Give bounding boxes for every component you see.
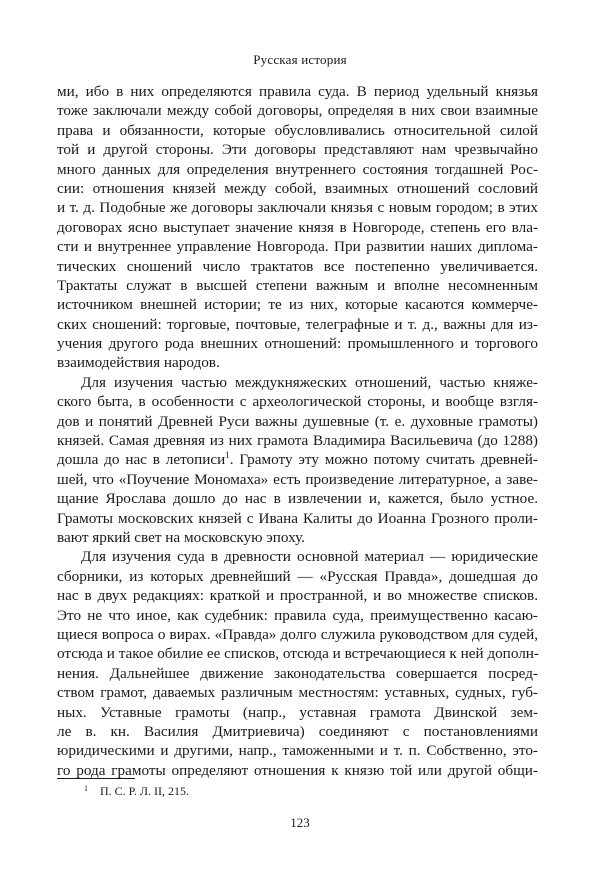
- text-line: учения другого рода внешних отношений: промышленного и торгового: [57, 335, 538, 353]
- text-line: щание Ярослава дошло до нас в извлечении и, кажется, было устное.: [57, 490, 538, 508]
- text-line: Трактаты служат в высшей степени важным и вполне несомненным: [57, 276, 538, 294]
- text-line: ных. Уставные грамоты (напр., уставная грамота Двинской зем-: [57, 703, 538, 721]
- text-line: юридическими и другими, напр., таможенными и т. п. Собственно, это-: [57, 742, 538, 760]
- text-line: той и другой стороны. Эти договоры представляют нам чрезвычайно: [57, 141, 538, 159]
- footnote-text: П. С. Р. Л. II, 215.: [100, 784, 189, 798]
- text-line: договорах ясно выступает значение князя в Новгороде, степень его вла-: [57, 218, 538, 236]
- text-line: сти и внутреннее управление Новгорода. При развитии наших диплома-: [57, 238, 538, 256]
- main-text: [57, 82, 538, 780]
- footnote-number: 1: [84, 784, 88, 793]
- text-line: взаимодействия народов.: [57, 354, 220, 372]
- text-segment: дошла до нас в летописи: [57, 451, 226, 469]
- text-line: ского быта, в особенности с археологической стороны, и вообще взгля-: [57, 393, 538, 411]
- text-line: ми, ибо в них определяются правила суда. В период удельный князья: [57, 83, 538, 100]
- text-line: сии: отношения князей между собой, взаимных отношений сословий: [57, 179, 538, 197]
- footnote-divider: [57, 778, 135, 779]
- text-line: Для изучения частью междукняжеских отношений, частью княже-: [81, 373, 538, 391]
- text-line: сборники, из которых древнейший — «Русская Правда», дошедшая до: [57, 567, 538, 585]
- text-line: ле в. кн. Василия Дмитриевича) соединяют с постановлениями: [57, 722, 538, 740]
- text-line: щиеся вопроса о вирах. «Правда» долго служила руководством для судей,: [57, 625, 538, 643]
- text-line: ских сношений: торговые, почтовые, телеграфные и т. д., важны для из-: [57, 315, 538, 333]
- text-line: дов и понятий Древней Руси важны душевные (т. е. духовные грамоты): [57, 412, 538, 430]
- text-line: тических сношений число трактатов все постепенно увеличивается.: [57, 257, 538, 275]
- text-line: вают яркий свет на московскую эпоху.: [57, 528, 305, 546]
- text-line-with-footnote: [57, 450, 538, 469]
- text-line: тоже заключали между собой договоры, определяя в них свои взаимные: [57, 102, 538, 120]
- text-line: нения. Дальнейшее движение законодательства совершается посред-: [57, 664, 538, 682]
- text-line: Для изучения суда в древности основной материал — юридические: [81, 548, 538, 566]
- footnote-marker: 1: [225, 450, 230, 461]
- text-line: Это не что иное, как судебник: правила суда, преимущественно касаю-: [57, 606, 538, 624]
- text-line: шей, что «Поучение Мономаха» есть произведение литературное, а заве-: [57, 470, 538, 488]
- text-segment: . Грамоту эту можно потому считать древней-: [229, 451, 538, 469]
- text-line: ством грамот, даваемых различным местностям: уставных, судных, губ-: [57, 684, 538, 702]
- text-line: нас в двух редакциях: краткой и пространной, и во множестве списков.: [57, 587, 538, 605]
- footnote: [84, 784, 189, 799]
- text-line: права и обязанности, которые обусловливались относительной силой: [57, 121, 538, 139]
- text-line: источником внешней истории; те из них, которые касаются коммерче-: [57, 296, 538, 314]
- page-number: 123: [290, 815, 310, 830]
- text-line: и т. д. Подобные же договоры заключали князья с новым городом; в этих: [57, 199, 538, 217]
- text-line: го рода грамоты определяют отношения к князю той или другой общи-: [57, 761, 538, 779]
- text-line: много данных для определения внутреннего состояния тогдашней Рос-: [57, 160, 538, 178]
- text-line: отсюда и такое обилие ее списков, отсюда и встречающиеся к ней дополн-: [57, 645, 539, 663]
- text-line: Грамоты московских князей с Ивана Калиты до Иоанна Грозного проли-: [57, 509, 538, 527]
- text-line: князей. Самая древняя из них грамота Владимира Васильевича (до 1288): [57, 432, 538, 450]
- running-header: Русская история: [253, 52, 347, 67]
